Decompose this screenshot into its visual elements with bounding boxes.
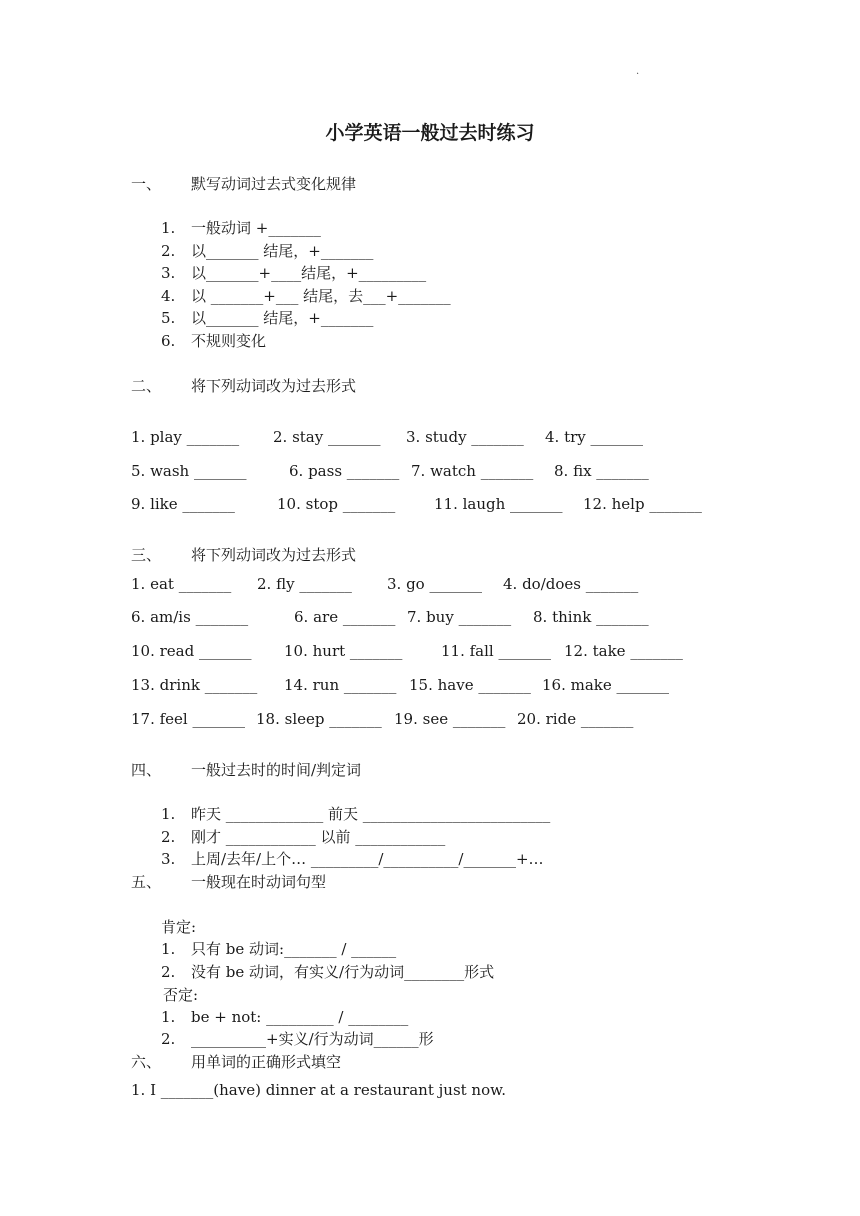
section-2-title: 将下列动词改为过去形式 <box>191 377 357 395</box>
list-item-number: 1. <box>161 219 176 237</box>
section-3-title: 将下列动词改为过去形式 <box>191 546 357 564</box>
exercise-item: 6. are _______ <box>294 608 396 626</box>
section-1-title: 默写动词过去式变化规律 <box>191 175 357 193</box>
negative-label: 否定: <box>163 986 199 1004</box>
section-4-title: 一般过去时的时间/判定词 <box>191 761 362 779</box>
exercise-item: 14. run _______ <box>284 676 397 694</box>
exercise-item: 10. read _______ <box>131 642 252 660</box>
list-item-number: 2. <box>161 1030 176 1048</box>
list-item: 以_______ 结尾，+_______ <box>191 242 374 260</box>
exercise-item: 20. ride _______ <box>517 710 634 728</box>
list-item: be + not: _________ / ________ <box>191 1008 409 1026</box>
list-item-number: 1. <box>161 1008 176 1026</box>
exercise-item: 1. play _______ <box>131 428 240 446</box>
list-item-number: 2. <box>161 242 176 260</box>
list-item: 以_______ 结尾，+_______ <box>191 309 374 327</box>
section-1-number: 一、 <box>131 175 162 193</box>
exercise-item: 2. stay _______ <box>273 428 381 446</box>
exercise-item: 6. am/is _______ <box>131 608 249 626</box>
exercise-item: 11. laugh _______ <box>434 495 563 513</box>
list-item-number: 1. <box>161 940 176 958</box>
exercise-item: 5. wash _______ <box>131 462 247 480</box>
section-5-number: 五、 <box>131 873 162 891</box>
list-item-number: 2. <box>161 828 176 846</box>
exercise-item: 8. fix _______ <box>554 462 649 480</box>
exercise-item: 15. have _______ <box>409 676 531 694</box>
list-item: 只有 be 动词:_______ / ______ <box>191 940 397 958</box>
exercise-item: 4. do/does _______ <box>503 575 639 593</box>
section-2-number: 二、 <box>131 377 162 395</box>
header-dot: . <box>636 66 640 77</box>
exercise-item: 6. pass _______ <box>289 462 400 480</box>
list-item-number: 5. <box>161 309 176 327</box>
exercise-item: 10. hurt _______ <box>284 642 403 660</box>
list-item: 没有 be 动词，有实义/行为动词________形式 <box>191 963 495 981</box>
section-5-title: 一般现在时动词句型 <box>191 873 327 891</box>
exercise-item: 4. try _______ <box>545 428 644 446</box>
list-item: 昨天 _____________ 前天 _________________________ <box>191 805 551 823</box>
list-item: 以 _______+___ 结尾，去___+_______ <box>191 287 451 305</box>
list-item-number: 6. <box>161 332 176 350</box>
affirmative-label: 肯定: <box>161 918 197 936</box>
exercise-item: 17. feel _______ <box>131 710 245 728</box>
exercise-item: 9. like _______ <box>131 495 235 513</box>
list-item-number: 3. <box>161 850 176 868</box>
list-item: 不规则变化 <box>191 332 267 350</box>
list-item-number: 1. <box>161 805 176 823</box>
list-item-number: 3. <box>161 264 176 282</box>
list-item: 以_______+____结尾，+_________ <box>191 264 427 282</box>
exercise-item: 10. stop _______ <box>277 495 396 513</box>
exercise-item: 13. drink _______ <box>131 676 258 694</box>
exercise-item: 7. buy _______ <box>407 608 512 626</box>
list-item-number: 4. <box>161 287 176 305</box>
list-item: 一般动词 +_______ <box>191 219 321 237</box>
fill-in-sentence: 1. I _______(have) dinner at a restaurant just now. <box>131 1081 506 1099</box>
exercise-item: 19. see _______ <box>394 710 506 728</box>
exercise-item: 7. watch _______ <box>411 462 534 480</box>
section-3-number: 三、 <box>131 546 162 564</box>
page-title: 小学英语一般过去时练习 <box>325 122 535 144</box>
section-4-number: 四、 <box>131 761 162 779</box>
section-6-title: 用单词的正确形式填空 <box>191 1053 342 1071</box>
exercise-item: 8. think _______ <box>533 608 649 626</box>
exercise-item: 18. sleep _______ <box>256 710 382 728</box>
exercise-item: 16. make _______ <box>542 676 670 694</box>
exercise-item: 2. fly _______ <box>257 575 352 593</box>
exercise-item: 3. go _______ <box>387 575 482 593</box>
section-6-number: 六、 <box>131 1053 162 1071</box>
exercise-item: 12. help _______ <box>583 495 702 513</box>
list-item-number: 2. <box>161 963 176 981</box>
list-item: 上周/去年/上个… _________/__________/_______+… <box>191 850 544 868</box>
exercise-item: 11. fall _______ <box>441 642 551 660</box>
exercise-item: 3. study _______ <box>406 428 524 446</box>
exercise-item: 12. take _______ <box>564 642 683 660</box>
exercise-item: 1. eat _______ <box>131 575 232 593</box>
list-item: __________+实义/行为动词______形 <box>191 1030 434 1048</box>
list-item: 刚才 ____________ 以前 ____________ <box>191 828 446 846</box>
